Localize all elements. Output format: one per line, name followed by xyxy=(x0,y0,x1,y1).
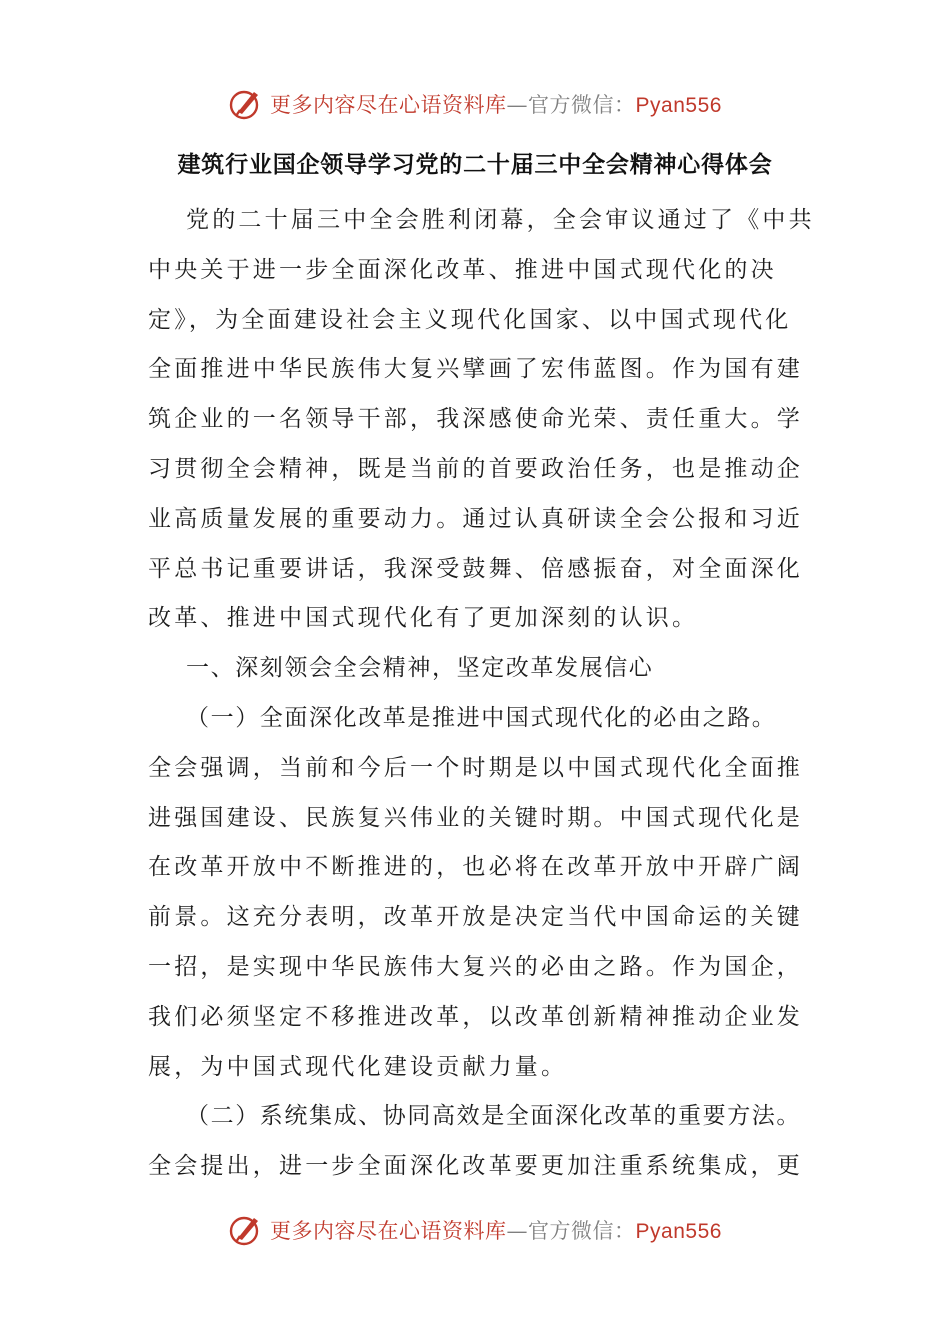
text-line: 中央关于进一步全面深化改革、推进中国式现代化的决 xyxy=(148,256,777,283)
text-line: 业高质量发展的重要动力。通过认真研读全会公报和习近 xyxy=(148,505,803,532)
text-line: 党的二十届三中全会胜利闭幕，全会审议通过了《中共 xyxy=(186,207,815,233)
text-line: 全会提出，进一步全面深化改革要更加注重系统集成，更 xyxy=(148,1153,803,1180)
banner-label: 官方微信： xyxy=(528,93,636,117)
text-line: 筑企业的一名领导干部，我深感使命光荣、责任重大。学 xyxy=(148,406,803,433)
text-line: 展，为中国式现代化建设贡献力量。 xyxy=(148,1053,568,1080)
subsection-heading: （二）系统集成、协同高效是全面深化改革的重要方法。 xyxy=(186,1103,801,1130)
text-line: 在改革开放中不断推进的，也必将在改革开放中开辟广阔 xyxy=(148,854,803,881)
banner-separator: — xyxy=(506,1219,529,1243)
text-line: 我们必须坚定不移推进改革，以改革创新精神推动企业发 xyxy=(148,1003,803,1030)
banner-site: 更多内容尽在心语资料库 xyxy=(270,93,507,117)
banner-wechat-id: Pyan556 xyxy=(635,94,722,117)
text-line: 一招，是实现中华民族伟大复兴的必由之路。作为国企， xyxy=(148,953,803,980)
subsection-heading: （一）全面深化改革是推进中国式现代化的必由之路。 xyxy=(186,704,777,731)
banner-text xyxy=(270,89,722,119)
section-heading: 一、深刻领会全会精神，坚定改革发展信心 xyxy=(186,655,654,682)
banner-wechat-id: Pyan556 xyxy=(635,1220,722,1243)
banner-text xyxy=(270,1215,722,1245)
document-body xyxy=(148,196,828,1192)
text-line: 习贯彻全会精神，既是当前的首要政治任务，也是推动企 xyxy=(148,455,803,482)
banner-label: 官方微信： xyxy=(528,1219,636,1243)
banner-site: 更多内容尽在心语资料库 xyxy=(270,1219,507,1243)
text-line: 定》，为全面建设社会主义现代化国家、以中国式现代化 xyxy=(148,306,792,333)
header-banner xyxy=(0,82,950,126)
text-line: 全会强调，当前和今后一个时期是以中国式现代化全面推 xyxy=(148,754,803,781)
text-line: 前景。这充分表明，改革开放是决定当代中国命运的关键 xyxy=(148,904,803,931)
text-line: 全面推进中华民族伟大复兴擘画了宏伟蓝图。作为国有建 xyxy=(148,356,803,383)
text-line: 改革、推进中国式现代化有了更加深刻的认识。 xyxy=(148,605,699,632)
text-line: 进强国建设、民族复兴伟业的关键时期。中国式现代化是 xyxy=(148,804,803,831)
text-line: 平总书记重要讲话，我深受鼓舞、倍感振奋，对全面深化 xyxy=(148,555,803,582)
banner-separator: — xyxy=(506,93,529,117)
quill-logo-icon xyxy=(228,86,264,122)
quill-logo-icon xyxy=(228,1212,264,1248)
footer-banner xyxy=(0,1208,950,1252)
document-title: 建筑行业国企领导学习党的二十届三中全会精神心得体会 xyxy=(177,152,773,178)
